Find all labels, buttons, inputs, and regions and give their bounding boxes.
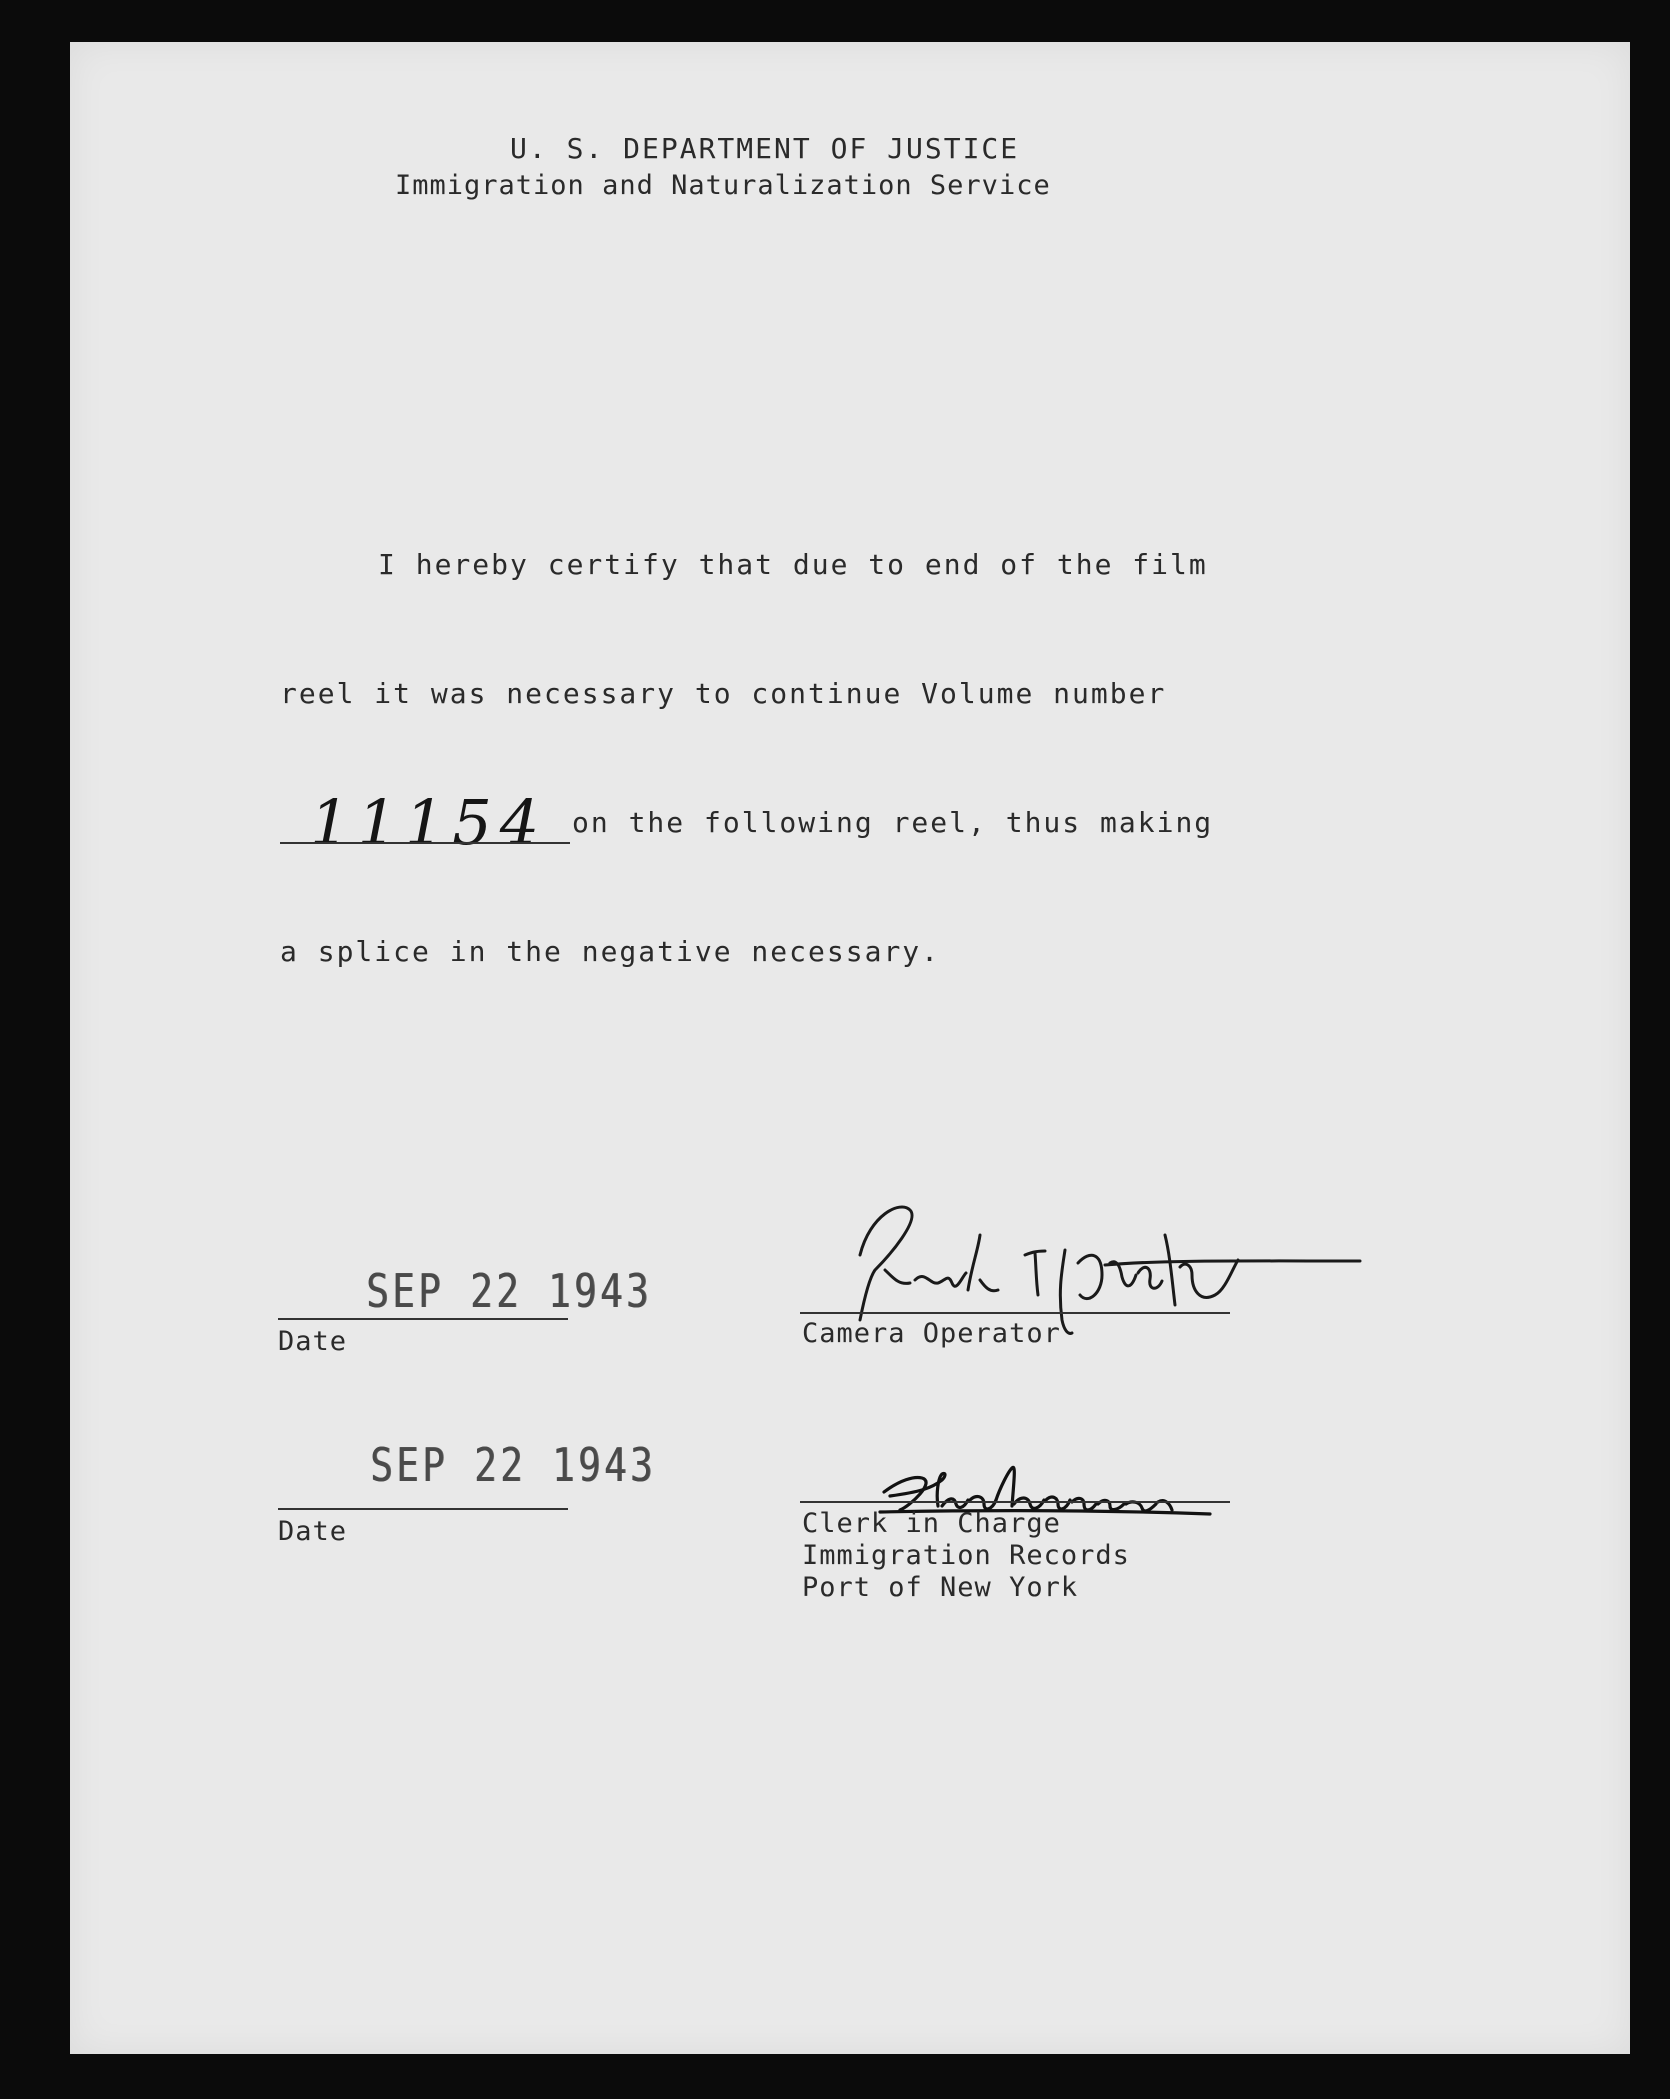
certification-line-1: I hereby certify that due to end of the film <box>378 548 1208 581</box>
date-stamp-2: SEP 22 1943 <box>370 1438 656 1492</box>
clerk-location-label: Port of New York <box>802 1572 1079 1603</box>
clerk-title-label: Clerk in Charge <box>802 1508 1061 1539</box>
department-heading: U. S. DEPARTMENT OF JUSTICE <box>510 132 1020 165</box>
date-line-1 <box>278 1318 568 1320</box>
clerk-department-label: Immigration Records <box>802 1540 1130 1571</box>
certification-line-3: on the following reel, thus making <box>572 806 1214 839</box>
document-page <box>70 42 1630 2054</box>
certification-line-4: a splice in the negative necessary. <box>280 935 941 968</box>
volume-number-handwritten: 11154 <box>310 786 548 859</box>
camera-operator-label: Camera Operator <box>802 1318 1061 1349</box>
date-label-2: Date <box>278 1516 348 1547</box>
date-stamp-1: SEP 22 1943 <box>366 1264 652 1318</box>
clerk-signature-line <box>800 1501 1230 1503</box>
date-line-2 <box>278 1508 568 1510</box>
volume-number-underline <box>280 842 570 844</box>
certification-line-2: reel it was necessary to continue Volume number <box>280 677 1167 710</box>
date-label-1: Date <box>278 1326 348 1357</box>
service-subheading: Immigration and Naturalization Service <box>395 170 1051 201</box>
camera-operator-line <box>800 1312 1230 1314</box>
